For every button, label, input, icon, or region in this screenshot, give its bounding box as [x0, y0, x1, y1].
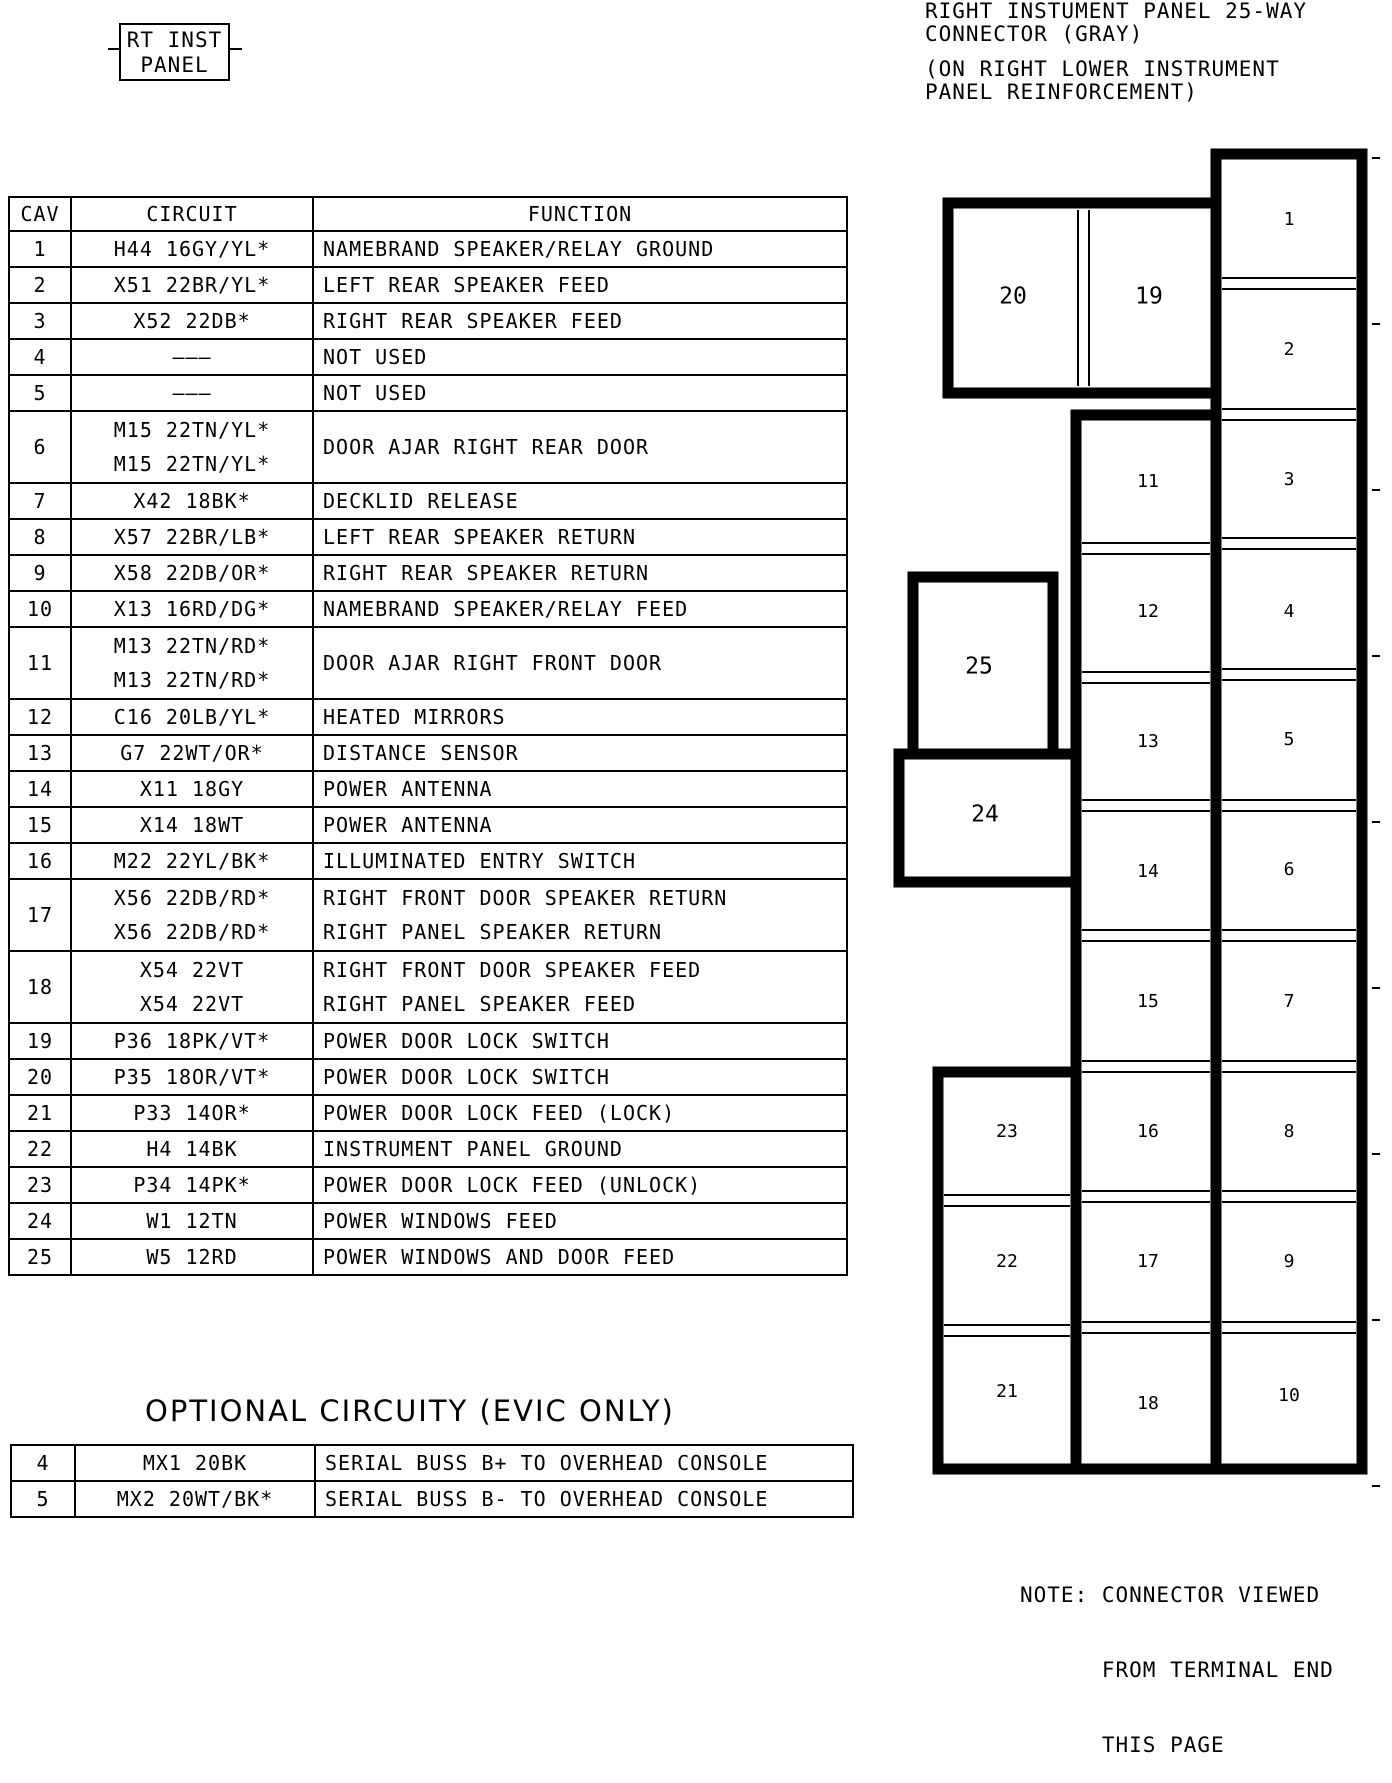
circuit-code: C16 20LB/YL* [113, 705, 271, 729]
circuit-code: X54 22VT [139, 992, 245, 1016]
circuit-code: M22 22YL/BK* [113, 849, 271, 873]
cavity-number: 24 [971, 801, 999, 828]
circuit-code: X42 18BK* [133, 489, 251, 513]
cav-cell: 18 [9, 951, 71, 1023]
cav-cell: 22 [9, 1131, 71, 1167]
cav-cell: 7 [9, 483, 71, 519]
function-text: NAMEBRAND SPEAKER/RELAY GROUND [323, 237, 715, 261]
cavity-number: 6 [1283, 859, 1295, 880]
circuit-code: H44 16GY/YL* [113, 237, 271, 261]
circuit-code: ——— [172, 381, 212, 405]
optional-circuit: MX1 20BK [75, 1445, 315, 1481]
circuit-code: X57 22BR/LB* [113, 525, 271, 549]
circuit-code: X52 22DB* [133, 309, 251, 333]
cav-cell: 20 [9, 1059, 71, 1095]
note-line1: NOTE: CONNECTOR VIEWED [1020, 1583, 1321, 1607]
function-text: NAMEBRAND SPEAKER/RELAY FEED [323, 597, 689, 621]
cav-cell: 14 [9, 771, 71, 807]
circuit-code: M15 22TN/YL* [113, 452, 271, 476]
cavity-number: 9 [1283, 1251, 1295, 1272]
cavity-number: 2 [1283, 339, 1295, 360]
function-text: DECKLID RELEASE [323, 489, 519, 513]
function-text: POWER ANTENNA [323, 777, 493, 801]
cavity-number: 17 [1137, 1251, 1159, 1272]
circuit-code: W5 12RD [146, 1245, 238, 1269]
cavity-number: 10 [1278, 1385, 1300, 1406]
cavity-number: 7 [1283, 991, 1295, 1012]
circuit-code: X58 22DB/OR* [113, 561, 271, 585]
function-text: LEFT REAR SPEAKER RETURN [323, 525, 636, 549]
cav-cell: 24 [9, 1203, 71, 1239]
circuit-code: X14 18WT [139, 813, 245, 837]
cavity-number: 20 [999, 283, 1027, 310]
circuit-code: X56 22DB/RD* [113, 920, 271, 944]
optional-cav: 4 [11, 1445, 75, 1481]
cav-cell: 8 [9, 519, 71, 555]
circuit-code: P35 18OR/VT* [113, 1065, 271, 1089]
circuit-code: X51 22BR/YL* [113, 273, 271, 297]
cav-cell: 17 [9, 879, 71, 951]
cavity-number: 4 [1283, 601, 1295, 622]
cavity-number: 15 [1137, 991, 1159, 1012]
cavity-number: 1 [1283, 209, 1295, 230]
cavity-number: 21 [996, 1381, 1018, 1402]
connector-location-line2: PANEL REINFORCEMENT) [925, 80, 1198, 104]
cavity-number: 22 [996, 1251, 1018, 1272]
cav-cell: 12 [9, 699, 71, 735]
cavity-number: 8 [1283, 1121, 1295, 1142]
panel-label-line2: PANEL [140, 53, 209, 77]
cavity-number: 14 [1137, 861, 1159, 882]
note-line2: FROM TERMINAL END [1020, 1658, 1334, 1682]
cav-cell: 5 [9, 375, 71, 411]
cav-cell: 10 [9, 591, 71, 627]
cavity-number: 25 [965, 653, 993, 680]
function-text: RIGHT PANEL SPEAKER RETURN [323, 920, 663, 944]
cavity-number: 5 [1283, 729, 1295, 750]
function-text: POWER WINDOWS FEED [323, 1209, 558, 1233]
function-text: DISTANCE SENSOR [323, 741, 519, 765]
circuit-code: H4 14BK [146, 1137, 238, 1161]
circuit-code: P34 14PK* [133, 1173, 251, 1197]
function-text: POWER DOOR LOCK SWITCH [323, 1065, 610, 1089]
connector-location-line1: (ON RIGHT LOWER INSTRUMENT [925, 57, 1280, 81]
connector-title-line2: CONNECTOR (GRAY) [925, 22, 1144, 46]
circuit-code: G7 22WT/OR* [120, 741, 264, 765]
circuit-code: X13 16RD/DG* [113, 597, 271, 621]
optional-function: SERIAL BUSS B- TO OVERHEAD CONSOLE [315, 1481, 853, 1517]
cav-cell: 2 [9, 267, 71, 303]
cav-cell: 15 [9, 807, 71, 843]
function-text: POWER DOOR LOCK FEED (LOCK) [323, 1101, 676, 1125]
cavity-number: 3 [1283, 469, 1295, 490]
cavity-number: 11 [1137, 471, 1159, 492]
function-text: NOT USED [323, 345, 428, 369]
header-circuit: CIRCUIT [71, 197, 313, 231]
function-text: LEFT REAR SPEAKER FEED [323, 273, 610, 297]
cav-cell: 3 [9, 303, 71, 339]
connector-title-line1: RIGHT INSTUMENT PANEL 25-WAY [925, 0, 1308, 23]
circuit-code: X11 18GY [139, 777, 245, 801]
header-function: FUNCTION [313, 197, 847, 231]
cav-cell: 11 [9, 627, 71, 699]
cav-cell: 25 [9, 1239, 71, 1275]
function-text: POWER ANTENNA [323, 813, 493, 837]
cavity-number: 18 [1137, 1393, 1159, 1414]
cavity-number: 23 [996, 1121, 1018, 1142]
cavity-number: 12 [1137, 601, 1159, 622]
cav-cell: 9 [9, 555, 71, 591]
cav-cell: 4 [9, 339, 71, 375]
optional-title: OPTIONAL CIRCUITY (EVIC ONLY) [145, 1394, 675, 1428]
cav-cell: 19 [9, 1023, 71, 1059]
cav-cell: 13 [9, 735, 71, 771]
circuit-code: P36 18PK/VT* [113, 1029, 271, 1053]
function-text: INSTRUMENT PANEL GROUND [323, 1137, 623, 1161]
optional-circuit: MX2 20WT/BK* [75, 1481, 315, 1517]
cavity-number: 19 [1135, 283, 1163, 310]
circuit-code: M15 22TN/YL* [113, 418, 271, 442]
cav-cell: 23 [9, 1167, 71, 1203]
function-text: POWER DOOR LOCK FEED (UNLOCK) [323, 1173, 702, 1197]
cavity-number: 16 [1137, 1121, 1159, 1142]
function-text: DOOR AJAR RIGHT REAR DOOR [323, 435, 650, 459]
circuit-code: P33 14OR* [133, 1101, 251, 1125]
function-text: NOT USED [323, 381, 428, 405]
function-text: POWER WINDOWS AND DOOR FEED [323, 1245, 676, 1269]
note-line3: THIS PAGE [1020, 1733, 1225, 1757]
optional-function: SERIAL BUSS B+ TO OVERHEAD CONSOLE [315, 1445, 853, 1481]
function-text: HEATED MIRRORS [323, 705, 506, 729]
function-text: POWER DOOR LOCK SWITCH [323, 1029, 610, 1053]
panel-label-line1: RT INST [126, 28, 223, 52]
circuit-code: X56 22DB/RD* [113, 886, 271, 910]
function-text: RIGHT REAR SPEAKER RETURN [323, 561, 650, 585]
header-cav: CAV [9, 197, 71, 231]
circuit-code: M13 22TN/RD* [113, 668, 271, 692]
block-cavities-19-20 [948, 203, 1216, 393]
connector-note [1020, 1533, 1334, 1783]
cav-cell: 21 [9, 1095, 71, 1131]
cavity-number: 13 [1137, 731, 1159, 752]
function-text: RIGHT FRONT DOOR SPEAKER RETURN [323, 886, 728, 910]
cav-cell: 16 [9, 843, 71, 879]
cav-cell: 1 [9, 231, 71, 267]
circuit-code: X54 22VT [139, 958, 245, 982]
circuit-code: M13 22TN/RD* [113, 634, 271, 658]
function-text: RIGHT PANEL SPEAKER FEED [323, 992, 636, 1016]
function-text: DOOR AJAR RIGHT FRONT DOOR [323, 651, 663, 675]
optional-cav: 5 [11, 1481, 75, 1517]
cav-cell: 6 [9, 411, 71, 483]
function-text: ILLUMINATED ENTRY SWITCH [323, 849, 636, 873]
function-text: RIGHT FRONT DOOR SPEAKER FEED [323, 958, 702, 982]
circuit-code: ——— [172, 345, 212, 369]
function-text: RIGHT REAR SPEAKER FEED [323, 309, 623, 333]
circuit-code: W1 12TN [146, 1209, 238, 1233]
